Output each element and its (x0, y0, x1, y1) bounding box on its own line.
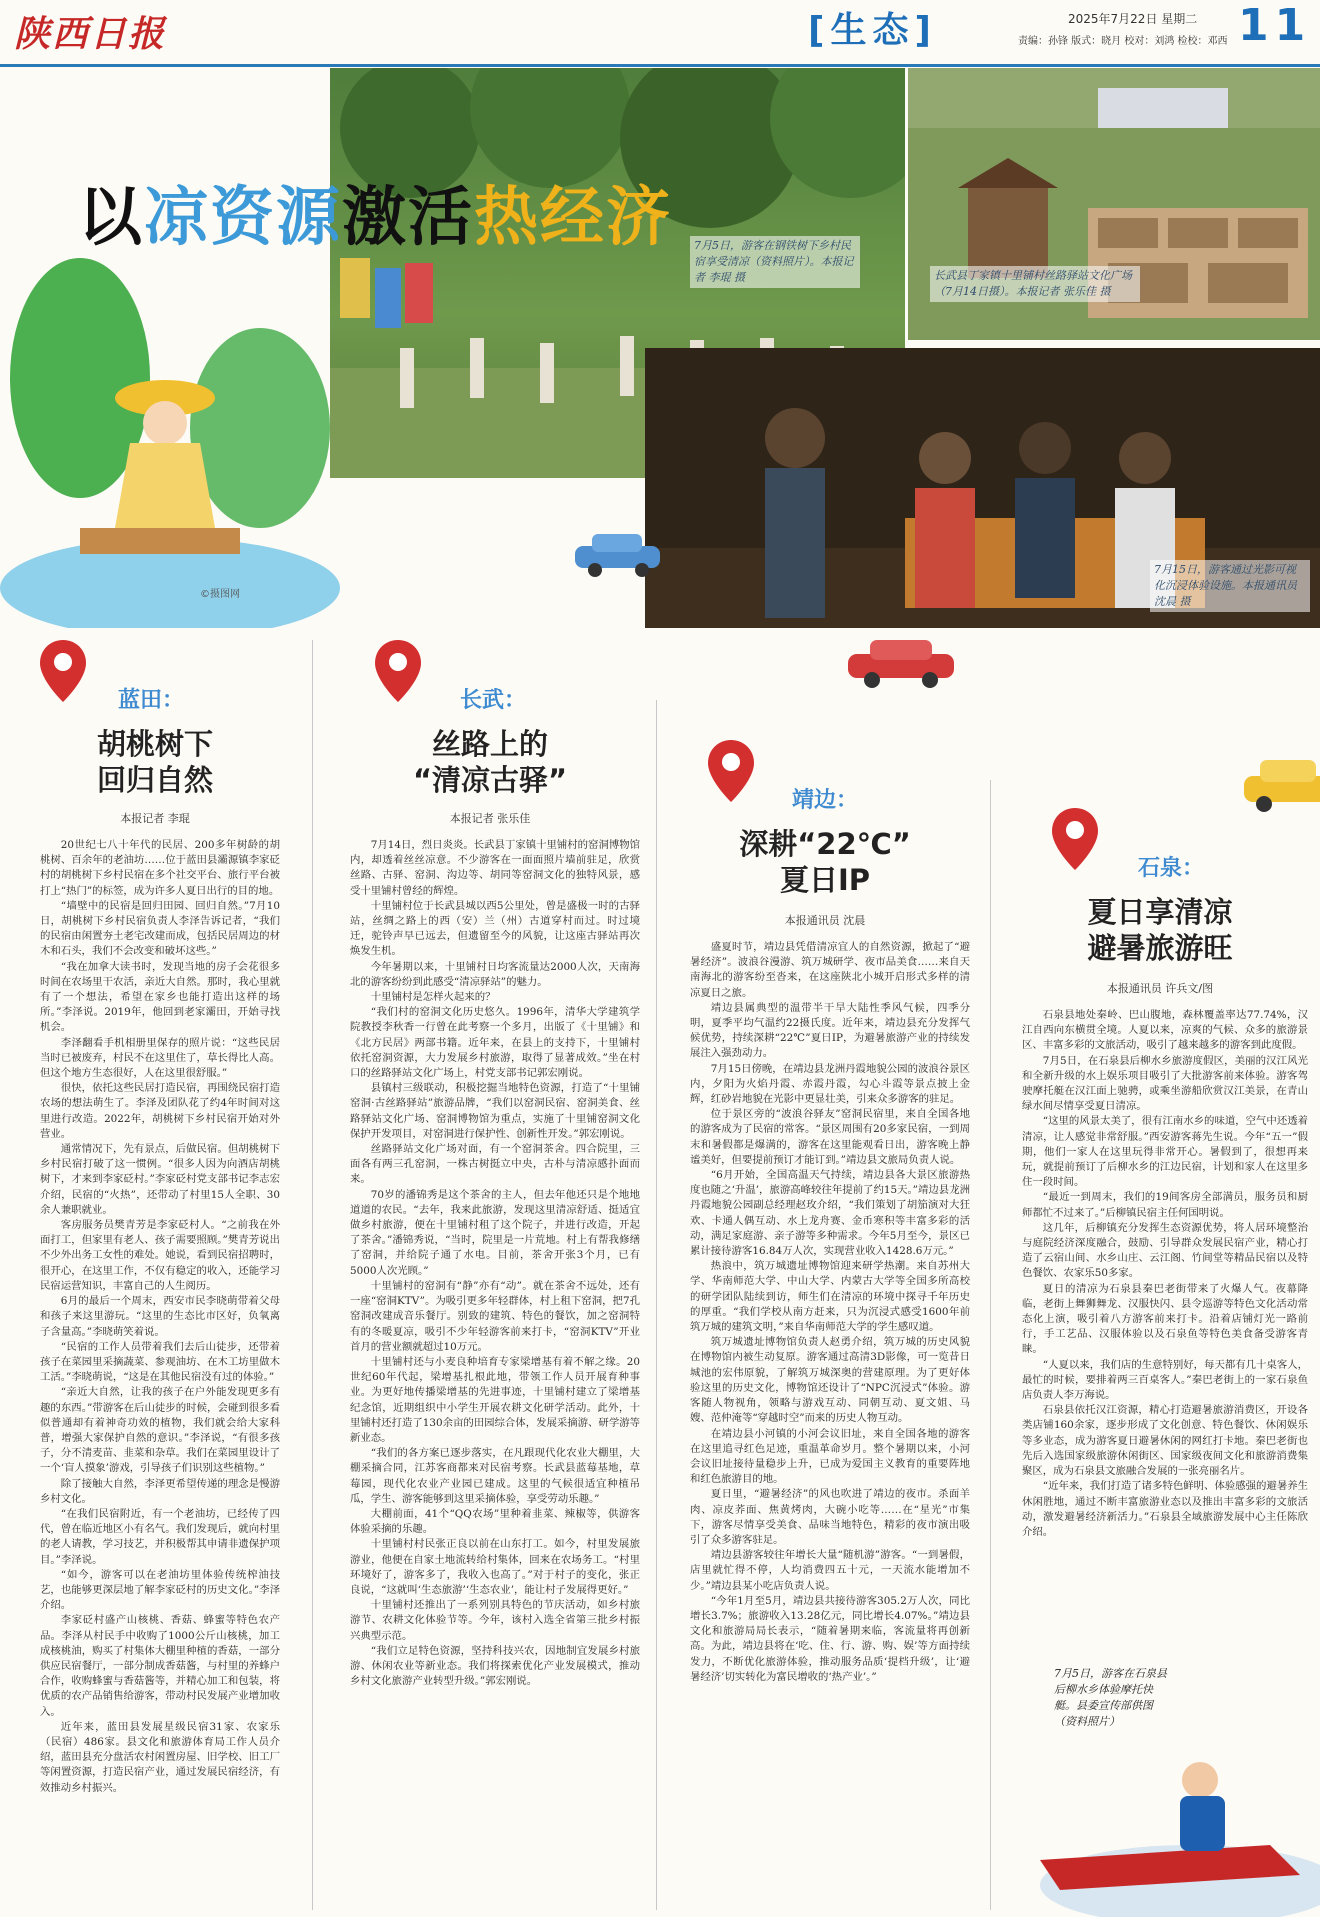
article-paragraph: 通常情况下，先有景点，后做民宿。但胡桃树下乡村民宿打破了这一惯例。“很多人因为向酒店胡桃树下，才来到李家砭村。”李家砭村党支部书记李志宏介绍，民宿的“火热”，还带动了村里15人全职、30余人兼职就业。 (40, 1143, 280, 1216)
article-paragraph: “在我们民宿附近，有一个老油坊，已经传了四代，曾在临近地区小有名气。我们发现后，就向村里的老人请教，学习技艺，并积极帮其申请非遗保护项目。”李泽说。 (40, 1507, 280, 1566)
article-title: 丝路上的 “清凉古驿” (412, 727, 568, 797)
location-pin-icon (1052, 808, 1098, 874)
article-location: 长武： (460, 688, 527, 713)
page-header (0, 0, 1320, 68)
article-paragraph: “亲近大自然，让我的孩子在户外能发现更多有趣的东西。”带游客在后山徒步的时候，会碰到很多看似普通却有着神奇功效的植物，我们就会给大家科普，增强大家保护自然的意识。”李泽说，“有很多孩子，分不清麦苗、韭菜和杂草。我们在菜园里设计了一个‘盲人摸象’游戏，引导孩子们识别这些植物。” (40, 1386, 280, 1475)
article-paragraph: 20世纪七八十年代的民居、200多年树龄的胡桃树、百余年的老油坊……位于蓝田县灞源镇李家砭村的胡桃树下乡村民宿在多个社交平台、旅行平台被打上“热门”的标签，成为许多人夏日出行的目的地。 (40, 839, 280, 897)
article-paragraph: 靖边县属典型的温带半干旱大陆性季风气候，四季分明，夏季平均气温约22摄氏度。近年来，靖边县充分发挥气候优势，持续深耕“22℃”夏日IP，为避暑旅游产业的持续发展注入强劲动力。 (690, 1001, 970, 1060)
article-paragraph: 县镇村三级联动，积极挖掘当地特色资源，打造了“十里铺窑洞·古丝路驿站”旅游品牌，“我们以窑洞民宿、窑洞美食、丝路驿站文化广场、窑洞博物馆为重点，实施了十里铺窑洞文化保护开发项目，对窑洞进行保护性、创新性开发。”郭宏刚说。 (350, 1082, 640, 1140)
article-title: 深耕“22℃” 夏日IP (739, 827, 911, 897)
location-pin-icon (375, 640, 421, 706)
article-paragraph: 十里铺村村民张正良以前在山东打工。如今，村里发展旅游业，他便在自家土地流转给村集体，回来在农场务工。“村里环境好了，游客多了，我收入也高了。”对于村子的变化，张正良说，“这就叫‘生态旅游’‘生态农业’，能让村子发展得更好。” (350, 1538, 640, 1596)
article-body-shiquan (1022, 1008, 1308, 1658)
yellow-car-illustration (1240, 750, 1320, 820)
article-paragraph: 十里铺村的窑洞有“静”亦有“动”。就在茶舍不远处，还有一座“窑洞KTV”。为吸引更多年轻群体，村上租下窑洞，把7孔窑洞改建成音乐餐厅。别致的建筑、特色的餐饮，加之窑洞特有的冬暖夏凉，吸引不少年轻游客前来打卡，“窑洞KTV”开业首月的营业额就超过10万元。 (350, 1279, 640, 1353)
article-location: 石泉： (1138, 856, 1205, 881)
article-paragraph: 夏日里，“避暑经济”的风也吹进了靖边的夜市。杀面羊肉、凉皮荞面、焦黄烤肉，大碗小吃等……在“星光”市集下，游客尽情享受美食、品味当地特色，精彩的夜市演出吸引了众多游客驻足。 (690, 1488, 970, 1546)
illustration (0, 228, 340, 628)
article-paragraph: 7月15日傍晚，在靖边县龙洲丹霞地貌公园的波浪谷景区内，夕阳为火焰丹霞、赤霞丹霞，勾心斗霞等景点披上金辉，红砂岩地貌在光影中更显壮美，引来众多游客的驻足。 (690, 1062, 970, 1106)
article-paragraph: 石泉县依托汉江资源，精心打造避暑旅游消费区，开设各类店铺160余家，逐步形成了文化创意、特色餐饮、休闲娱乐等多业态，成为游客夏日避暑休闲的网红打卡地。秦巴老街也先后入选国家级旅游休闲街区、国家级夜间文化和旅游消费集聚区，成为石泉县文旅融合发展的一张亮丽名片。 (1022, 1404, 1308, 1478)
article-paragraph: 近年来，蓝田县发展星级民宿31家、农家乐（民宿）486家。县文化和旅游体育局工作人员介绍，蓝田县充分盘活农村闲置房屋、旧学校、旧工厂等闲置资源，打造民宿产业，通过发展民宿经济，有效推动乡村振兴。 (40, 1720, 280, 1794)
article-paragraph: 热浪中，筑万城遗址博物馆迎来研学热潮。来自苏州大学、华南师范大学、中山大学、内蒙古大学等全国多所高校的研学团队陆续到访，师生们在清凉的环境中探寻千年历史的厚重。“我们学校从南方赶来，只为沉浸式感受1600年前筑万城的建筑文明，”来自华南师范大学的学生感叹道。 (690, 1260, 970, 1334)
article-byline: 本报通讯员 许兵文/图 (1106, 982, 1214, 995)
article-paragraph: “民宿的工作人员带着我们去后山徒步，还带着孩子在菜园里采摘蔬菜、参观油坊、在木工坊里做木工活。”李晓萌说，“这是在其他民宿没有过的体验。” (40, 1340, 280, 1384)
article-paragraph: 李家砭村盛产山核桃、香菇、蜂蜜等特色农产品。李泽从村民手中收购了1000公斤山核桃，加工成核桃油，购买了村集体大棚里种植的香菇，一部分供应民宿餐厅，一部分制成香菇酱，与村里的养蜂户合作，收购蜂蜜与香菇酱等，并精心加工和包装，将优质的农产品销售给游客，带动村民发展产业增加收入。 (40, 1614, 280, 1718)
article-paragraph: “近年来，我们打造了诸多特色鲜明、体验感强的避暑养生休闲胜地，通过不断丰富旅游业态以及推出丰富多彩的文旅活动，激发避暑经济新活力。”石泉县全域旅游发展中心主任陈欣介绍。 (1022, 1480, 1308, 1538)
article-paragraph: 除了接触大自然，李泽更希望传递的理念是慢游乡村文化。 (40, 1477, 280, 1505)
article-paragraph: 丝路驿站文化广场对面，有一个窑洞茶舍。四合院里，三面各有两三孔窑洞，一株古树挺立中央，古朴与清凉感扑面而来。 (350, 1143, 640, 1186)
photo-caption-4: 7月5日，游客在石泉县后柳水乡体验摩托快艇。县委宣传部供图（资料照片） (1054, 1667, 1167, 1728)
article-paragraph: 今年暑期以来，十里铺村日均客流量达2000人次，天南海北的游客纷纷到此感受“清凉驿站”的魅力。 (350, 960, 640, 988)
column-divider (312, 640, 313, 1910)
column-divider (990, 780, 991, 1910)
article-paragraph: 位于景区旁的“波浪谷驿友”窑洞民宿里，来自全国各地的游客成为了民宿的常客。“景区周围有20多家民宿，一到周末和暑假都是爆满的，游客在这里能观看日出，游客晚上静谧美好，但要提前预订才能订到。”靖边县文旅局负责人说。 (690, 1108, 970, 1166)
page-number: 11 (1238, 0, 1312, 51)
editor-credits: 责编：孙锋 版式：晓月 校对：刘鸿 检校：邓西 (1018, 36, 1228, 47)
issue-date: 2025年7月22日 星期二 (1068, 12, 1198, 26)
article-paragraph: 70岁的潘锦秀是这个茶舍的主人，但去年他还只是个地地道道的农民。“去年，我来此旅游，发现这里清凉舒适、挺适宜做乡村旅游，便在十里铺村租了这个院子，并进行改造，开起了茶舍。”潘锦秀说，“当时，院里是一片荒地。村上有帮我修缮了窑洞，并给院子通了水电。目前，茶舍开张3个月，已有5000人次光顾。” (350, 1188, 640, 1277)
article-paragraph: “人夏以来，我们店的生意特别好，每天都有几十桌客人，最忙的时候，要排着两三百桌客人。”秦巴老街上的一家石泉鱼店负责人李万海说。 (1022, 1358, 1308, 1402)
article-title: 夏日享清凉 避暑旅游旺 (1087, 895, 1233, 965)
article-paragraph: 李泽翻看手机相册里保存的照片说：“这些民居当时已被废弃，村民不在这里住了，草长得比人高。但这个地方生态很好，人在这里很舒服。” (40, 1036, 280, 1080)
article-paragraph: 这几年，后柳镇充分发挥生态资源优势，将人居环境整治与庭院经济深度融合，鼓励、引导群众发展民宿产业，精心打造了云宿山间、水乡山庄、云江阁、竹间堂等精品民宿以及特色餐饮、农家乐50多家。 (1022, 1221, 1308, 1280)
article-paragraph: “6月开始，全国高温天气持续，靖边县各大景区旅游热度也随之‘升温’，旅游高峰较往年提前了约15天。”靖边县龙洲丹霞地貌公园副总经理赵玫介绍，“我们策划了胡笳演对大狂欢、卡通人偶互动、水上龙舟赛、金币寒积等丰富多彩的活动，满足家庭游、亲子游等多种需求。今年5月至今，景区已累计接待游客16.84万人次，实现营业收入1428.6万元。” (690, 1169, 970, 1258)
column-divider (656, 700, 657, 1910)
article-paragraph: 客房服务员樊青芳是李家砭村人。“之前我在外面打工，但家里有老人、孩子需要照顾。”樊青芳说出不少外出务工女性的难处。她说，看到民宿招聘时，很开心，在这里工作，不仅有稳定的收入，还能学习民宿运营知识，丰富自己的人生阅历。 (40, 1219, 280, 1292)
photo-caption-1: 7月5日，游客在钢铁树下乡村民宿享受清凉（资料照片）。本报记者 李琨 摄 (690, 236, 860, 288)
photo-caption-2: 长武县丁家镇十里铺村丝路驿站文化广场（7月14日摄）。本报记者 张乐佳 摄 (930, 266, 1140, 302)
location-pin-icon (708, 740, 754, 806)
article-paragraph: “今年1月至5月，靖边县共接待游客305.2万人次，同比增长3.7%；旅游收入13.28亿元，同比增长4.07%。”靖边县文化和旅游局局长表示，“随着暑期来临，客流量将再创新高。为此，靖边县将在‘吃、住、行、游、购、娱’等方面持续发力，不断优化旅游体验，推动服务品质‘提档升级’，让‘避暑经济’切实转化为富民增收的‘热产业’。” (690, 1594, 970, 1683)
headline-part-1: 以 (78, 181, 144, 255)
article-paragraph: 在靖边县小河镇的小河会议旧址，来自全国各地的游客在这里追寻红色足迹，重温革命岁月。整个暑期以来，小河会议旧址接待量稳步上升，已成为爱国主义教育的重要阵地和红色旅游目的地。 (690, 1427, 970, 1486)
article-paragraph: 7月14日，烈日炎炎。长武县丁家镇十里铺村的窑洞博物馆内，却透着丝丝凉意。不少游客在一面面照片墙前驻足，欣赏丝路、古驿、窑洞、沟边等、胡同等窑洞文化的独特风景，感受十里铺村曾经的辉煌。 (350, 839, 640, 897)
article-paragraph: 夏日的清凉为石泉县秦巴老街带来了火爆人气。夜幕降临，老街上舞狮舞龙、汉服快闪、县令巡游等特色文化活动常态化上演，吸引着八方游客前来打卡。沿着店铺灯光一路前行，手工艺品、汉服体验以及石泉鱼等特色美食备受游客青睐。 (1022, 1282, 1308, 1356)
article-paragraph: “墙壁中的民宿是回归田园、回归自然。”7月10日，胡桃树下乡村民宿负责人李泽告诉记者，“我们的民宿由闲置夯土老宅改建而成，包括民居周边的材木和石头，我们不会改变和破坏这些。” (40, 899, 280, 958)
headline-part-2: 凉资源 (144, 181, 342, 255)
article-body-changwu (350, 838, 640, 1908)
blue-car-illustration (570, 528, 665, 578)
article-paragraph: 7月5日，在石泉县后柳水乡旅游度假区，美丽的汉江风光和全新升级的水上娱乐项目吸引了大批游客前来体验。游客驾驶摩托艇在汉江面上驰骋，或乘坐游船欣赏汉江美景，在青山绿水间尽情享受夏日清凉。 (1022, 1054, 1308, 1113)
article-location: 蓝田： (118, 688, 185, 713)
red-car-illustration (842, 632, 960, 690)
article-paragraph: 十里铺村还与小麦良种培育专家梁增基有着不解之缘。20世纪60年代起，梁增基扎根此地，带领工作人员开展育种事业。为更好地传播梁增基的先进事迹，十里铺村建立了梁增基纪念馆，近期组织中小学生开展农耕文化研学活动。此外，十里铺村还打造了130余亩的田园综合体，发展采摘游、研学游等新业态。 (350, 1355, 640, 1444)
article-paragraph: “我们村的窑洞文化历史悠久。1996年，清华大学建筑学院教授李秋香一行曾在此考察一个多月，出版了《十里铺》和《北方民居》两部书籍。近年来，在县上的支持下，十里铺村依托窑洞资源，大力发展乡村旅游，取得了显著成效。”坐在村口的丝路驿站文化广场上，村党支部书记郭宏刚说。 (350, 1006, 640, 1080)
article-paragraph: “如今，游客可以在老油坊里体验传统榨油技艺，也能够更深层地了解李家砭村的历史文化。”李泽介绍。 (40, 1568, 280, 1612)
article-paragraph: 十里铺村是怎样火起来的？ (370, 991, 496, 1004)
headline-part-3: 激活 (342, 181, 474, 255)
article-paragraph: 盛夏时节，靖边县凭借清凉宜人的自然资源，掀起了“避暑经济”。波浪谷漫游、筑万城研学、夜市品美食……来自天南海北的游客纷至沓来，在这座陕北小城开启形式多样的清凉夏日之旅。 (690, 941, 970, 999)
article-paragraph: “最近一到周末，我们的19间客房全部满员，服务员和厨师都忙不过来了。”后柳镇民宿主任何国明说。 (1022, 1191, 1308, 1219)
article-paragraph: 靖边县游客较往年增长大量“随机游”游客。“一到暑假，店里就忙得不停，人均消费四五十元，一天流水能增加不少。”靖边县某小吃店负责人说。 (690, 1549, 970, 1592)
article-paragraph: 筑万城遗址博物馆负责人赵勇介绍，筑万城的历史风貌在博物馆内被生动复原。游客通过高清3D影像，可一览昔日城池的宏伟原貌，了解筑万城深奥的营建原理。为了更好体验这里的历史文化，博物馆还设计了“NPC沉浸式”体验。游客随人物视角，领略与游戏互动、同朝互动、夏文姐、马嫂、范仲淹等“穿越时空”而来的历史人物互动。 (690, 1336, 970, 1425)
headline-part-4: 热经济 (474, 181, 672, 255)
article-paragraph: 6月的最后一个周末，西安市民李晓萌带着父母和孩子来这里游玩。“这里的生态比市区好，负氧离子含量高。”李晓萌笑着说。 (40, 1295, 280, 1338)
article-body-jingbian (690, 940, 970, 1908)
location-pin-icon (40, 640, 86, 706)
article-paragraph: 很快，依托这些民居打造民宿，再围绕民宿打造农场的想法萌生了。李泽及团队花了约4年时间对这里进行改造。2022年，胡桃树下乡村民宿开始对外营业。 (40, 1082, 280, 1140)
article-paragraph: “我们的各方案已逐步落实，在凡跟现代化农业大棚里，大棚采摘合同，江苏客商都来对民宿考察。长武县蓝莓基地，草莓园，现代化农业产业园已建成。这里的气候很适宜种植吊瓜，学生、游客能够到这里采摘体验，享受劳动乐趣。” (350, 1447, 640, 1505)
illustration-credit: ©摄图网 (200, 589, 240, 600)
headline (78, 166, 672, 258)
article-title: 胡桃树下 回归自然 (96, 727, 213, 797)
article-paragraph: “我们立足特色资源，坚持科技兴农，因地制宜发展乡村旅游、休闲农业等新业态。我们将探索优化产业发展模式，推动乡村文化旅游产业转型升级。”郭宏刚说。 (350, 1644, 640, 1688)
article-byline: 本报记者 张乐佳 (449, 812, 531, 825)
header-rule (0, 64, 1320, 67)
article-body-lantian (40, 838, 280, 1908)
article-paragraph: “这里的风景太美了，很有江南水乡的味道，空气中还透着清凉，让人感觉非常舒服。”西安游客蒋先生说。今年“五一”假期，他们一家人在这里玩得非常开心。暑假到了，很想再来玩，就提前预订了后柳水乡的江边民宿，计划和家人在这里多住一段时间。 (1022, 1115, 1308, 1189)
article-byline: 本报记者 李琨 (120, 812, 190, 825)
masthead: 陕西日报 (14, 13, 167, 55)
banner (0, 68, 1320, 628)
article-byline: 本报通讯员 沈晨 (784, 914, 866, 927)
article-paragraph: 石泉县地处秦岭、巴山腹地，森林覆盖率达77.74%，汉江自西向东横贯全境。人夏以来，凉爽的气候、众多的旅游景区、丰富多彩的文旅活动，吸引了越来越多的游客到此度假。 (1022, 1009, 1308, 1052)
article-location: 靖边： (792, 788, 859, 813)
article-paragraph: 十里铺村位于长武县城以西5公里处，曾是盛极一时的古驿站，丝绸之路上的西（安）兰（州）古道穿村而过。时过境迁，驼铃声早已远去，但遗留至今的风貌，让这座古驿站再次焕发生机。 (350, 899, 640, 958)
section-label: [生态] (808, 10, 937, 51)
article-paragraph: 十里铺村还推出了一系列别具特色的节庆活动，如乡村旅游节、农耕文化体验节等。今年，该村入选全省第三批乡村振兴典型示范。 (350, 1599, 640, 1642)
article-paragraph: “我在加拿大读书时，发现当地的房子会花很多时间在农场里干农活，亲近大自然。那时，我心里就有了一个想法，希望在家乡也能打造出这样的场所。”李泽说。2019年，他回到老家灞田，开始寻找机会。 (40, 960, 280, 1034)
article-paragraph: 大棚前面，41个“QQ农场”里种着韭菜、辣椒等，供游客体验采摘的乐趣。 (350, 1507, 640, 1536)
photo-caption-3: 7月15日，游客通过光影可视化沉浸体验设施。本报通讯员 沈晨 摄 (1150, 560, 1310, 612)
